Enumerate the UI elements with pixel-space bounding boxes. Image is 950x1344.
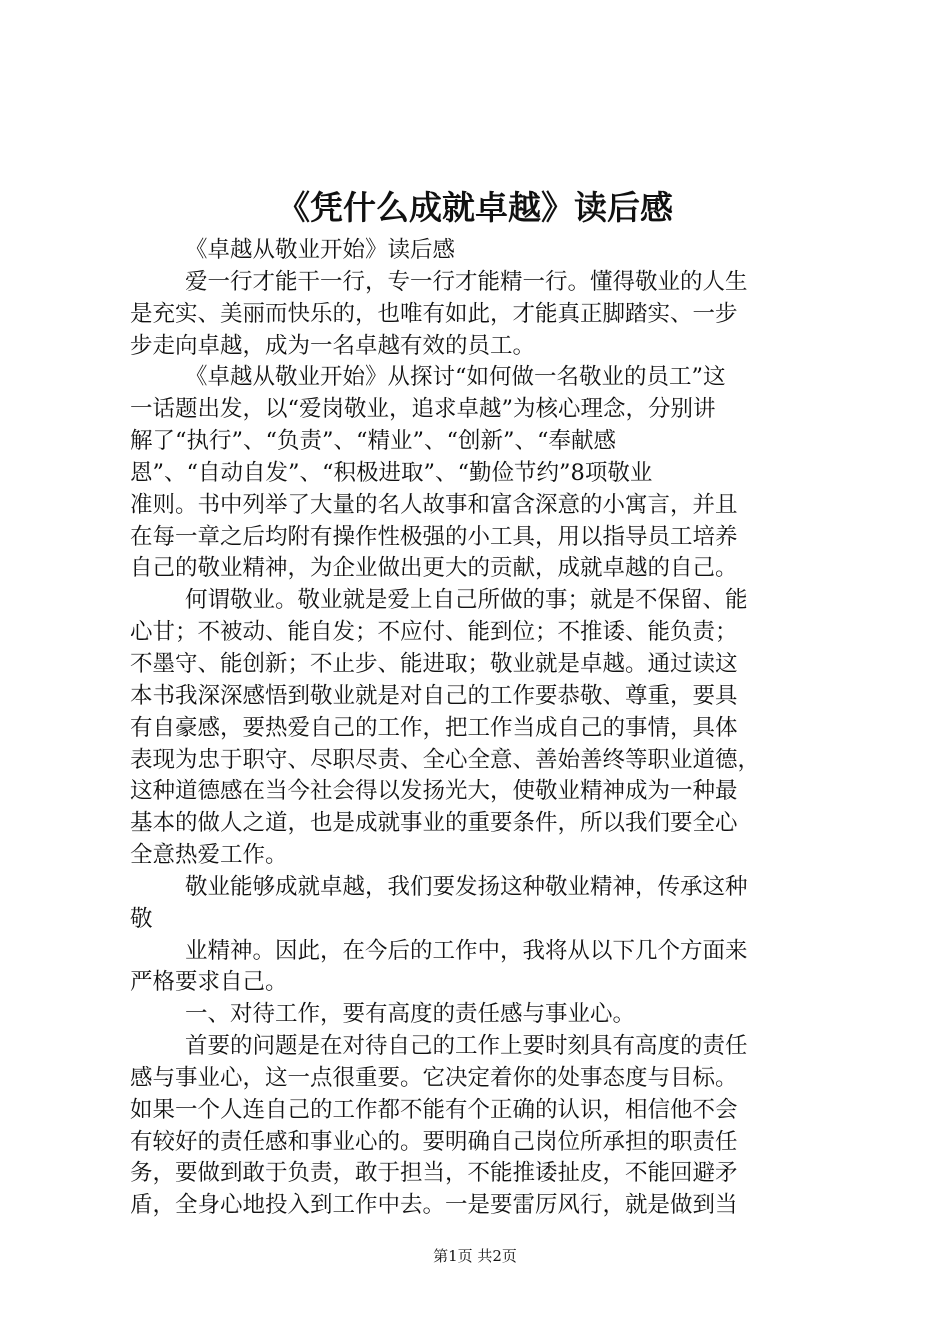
text-line: 有较好的责任感和事业心的。要明确自己岗位所承担的职责任 [130, 1128, 738, 1155]
text-line: 《卓越从敬业开始》从探讨“如何做一名敬业的员工”这 [185, 364, 726, 391]
text-line: 本书我深深感悟到敬业就是对自己的工作要恭敬、尊重，要具 [130, 682, 738, 709]
text-line: 敬 [130, 905, 153, 932]
text-line: 准则。书中列举了大量的名人故事和富含深意的小寓言，并且 [130, 491, 738, 518]
text-line: 感与事业心，这一点很重要。它决定着你的处事态度与目标。 [130, 1064, 738, 1091]
text-line: 敬业能够成就卓越，我们要发扬这种敬业精神，传承这种 [185, 873, 748, 900]
text-line: 是充实、美丽而快乐的，也唯有如此，才能真正脚踏实、一步 [130, 300, 738, 327]
text-line: 这种道德感在当今社会得以发扬光大，使敬业精神成为一种最 [130, 778, 738, 805]
text-line: 自己的敬业精神，为企业做出更大的贡献，成就卓越的自己。 [130, 555, 738, 582]
text-line: 基本的做人之道，也是成就事业的重要条件，所以我们要全心 [130, 810, 738, 837]
text-line: 一话题出发，以“爱岗敬业，追求卓越”为核心理念，分别讲 [130, 396, 716, 423]
text-line: 爱一行才能干一行，专一行才能精一行。懂得敬业的人生 [185, 268, 748, 295]
text-line: 严格要求自己。 [130, 969, 288, 996]
text-line: 全意热爱工作。 [130, 842, 288, 869]
text-line: 首要的问题是在对待自己的工作上要时刻具有高度的责任 [185, 1033, 748, 1060]
text-line: 恩”、“自动自发”、“积极进取”、“勤俭节约”8项敬业 [130, 459, 653, 486]
text-line: 有自豪感，要热爱自己的工作，把工作当成自己的事情，具体 [130, 714, 738, 741]
text-line: 务，要做到敢于负责，敢于担当，不能推诿扯皮，不能回避矛 [130, 1160, 738, 1187]
text-line: 心甘；不被动、能自发；不应付、能到位；不推诿、能负责； [130, 619, 738, 646]
text-line: 业精神。因此，在今后的工作中，我将从以下几个方面来 [185, 937, 748, 964]
text-line: 盾，全身心地投入到工作中去。一是要雷厉风行，就是做到当 [130, 1192, 738, 1219]
text-line: 在每一章之后均附有操作性极强的小工具，用以指导员工培养 [130, 523, 738, 550]
document-body [130, 235, 830, 1222]
text-line: 何谓敬业。敬业就是爱上自己所做的事；就是不保留、能 [185, 587, 748, 614]
text-line: 解了“执行”、“负责”、“精业”、“创新”、“奉献感 [130, 428, 617, 455]
text-line: 《卓越从敬业开始》读后感 [185, 237, 456, 263]
text-line: 不墨守、能创新；不止步、能进取；敬业就是卓越。通过读这 [130, 650, 738, 677]
text-line: 步走向卓越，成为一名卓越有效的员工。 [130, 332, 536, 359]
document-title: 《凭什么成就卓越》读后感 [277, 188, 673, 227]
text-line: 表现为忠于职守、尽职尽责、全心全意、善始善终等职业道德， [130, 746, 761, 773]
page-footer: 第1页 共2页 [433, 1247, 517, 1265]
text-line: 一、对待工作，要有高度的责任感与事业心。 [185, 1001, 636, 1028]
text-line: 如果一个人连自己的工作都不能有个正确的认识，相信他不会 [130, 1096, 738, 1123]
